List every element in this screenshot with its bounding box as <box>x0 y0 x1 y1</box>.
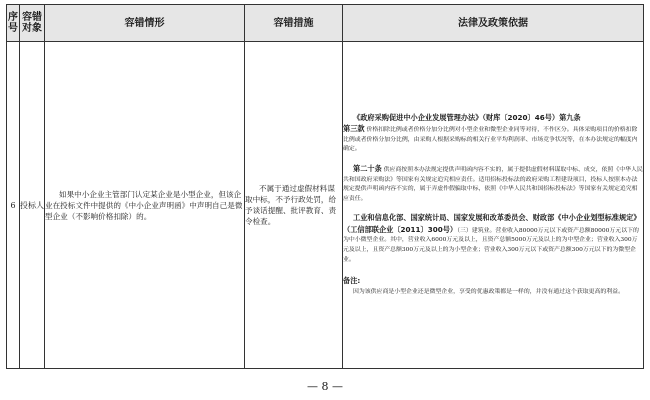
basis-note <box>343 276 643 288</box>
basis-note-body <box>343 288 643 298</box>
row-legal-basis <box>343 42 644 369</box>
basis-p3-text: （三）建筑业。营业收入80000万元以下或资产总额80000万元以下的为中小微型企业。其中，营业收入6000万元及以上，且资产总额5000万元及以上的为中型企业；营业收入300万元及以上，且资产总额300万元及以上的为小型企业；营业收入300万元以下或资产总额300万元以下的为微型企业。 <box>343 227 639 263</box>
row-measure: 不属于通过虚假材料谋取中标，不予行政处罚，给予谈话提醒、批评教育、责令检查。 <box>245 42 343 369</box>
header-situation: 容错情形 <box>45 5 245 42</box>
header-object: 容错对象 <box>20 5 45 42</box>
table-header-row <box>7 5 644 42</box>
basis-p1-label: 第三款 <box>343 124 365 134</box>
basis-p1-text: 价格扣除比例或者价格分加分比例对小型企业和微型企业同等对待，不作区分。具体采购项目的价格扣除比例或者价格分加分比例，由采购人根据采购标的相关行业平均利润率、市场竞争状况等，在本办法规定的幅度内确定。 <box>343 127 638 153</box>
basis-p3-title: 工业和信息化部、国家统计局、国家发展和改革委员会、财政部《中小企业划型标准规定》（工信部联企业〔2011〕300号） <box>343 213 641 234</box>
basis-paragraph-1 <box>343 113 643 125</box>
basis-paragraph-2 <box>343 164 643 204</box>
header-basis: 法律及政策依据 <box>343 5 644 42</box>
basis-note-label: 备注: <box>343 276 361 286</box>
table-row <box>7 42 644 369</box>
basis-note-text: 因为该供应商是小型企业还是微型企业，享受的优惠政策都是一样的，并没有通过这个获取更高的利益。 <box>353 288 624 295</box>
header-measure: 容错措施 <box>245 5 343 42</box>
tolerance-table <box>6 4 644 369</box>
row-seq: 6 <box>7 42 20 369</box>
header-seq: 序号 <box>7 5 20 42</box>
basis-p2-label: 第二十条 <box>353 163 382 173</box>
page-number: — 8 — <box>307 380 343 393</box>
basis-p2-text: 供应商按照本办法规定提供声明函内容不实的，属于提供虚假材料谋取中标、成交，依照《中华人民共和国政府采购法》等国家有关规定追究相应责任。适用招标投标法的政府采购工程建设项目，投标人按照本办法规定提供声明函内容不实的，属于弄虚作假骗取中标，依照《中华人民共和国招标投标法》等国家有关规定追究相应责任。 <box>343 166 643 202</box>
basis-p1-title: 《政府采购促进中小企业发展管理办法》（财库〔2020〕46号）第九条 <box>353 112 581 122</box>
row-object: 投标人 <box>20 42 45 369</box>
basis-paragraph-3 <box>343 213 643 265</box>
basis-paragraph-1-body <box>343 124 643 155</box>
row-situation: 如果中小企业主管部门认定某企业是小型企业，但该企业在投标文件中提供的《中小企业声明函》中声明自己是微型企业（不影响价格扣除）的。 <box>45 42 245 369</box>
